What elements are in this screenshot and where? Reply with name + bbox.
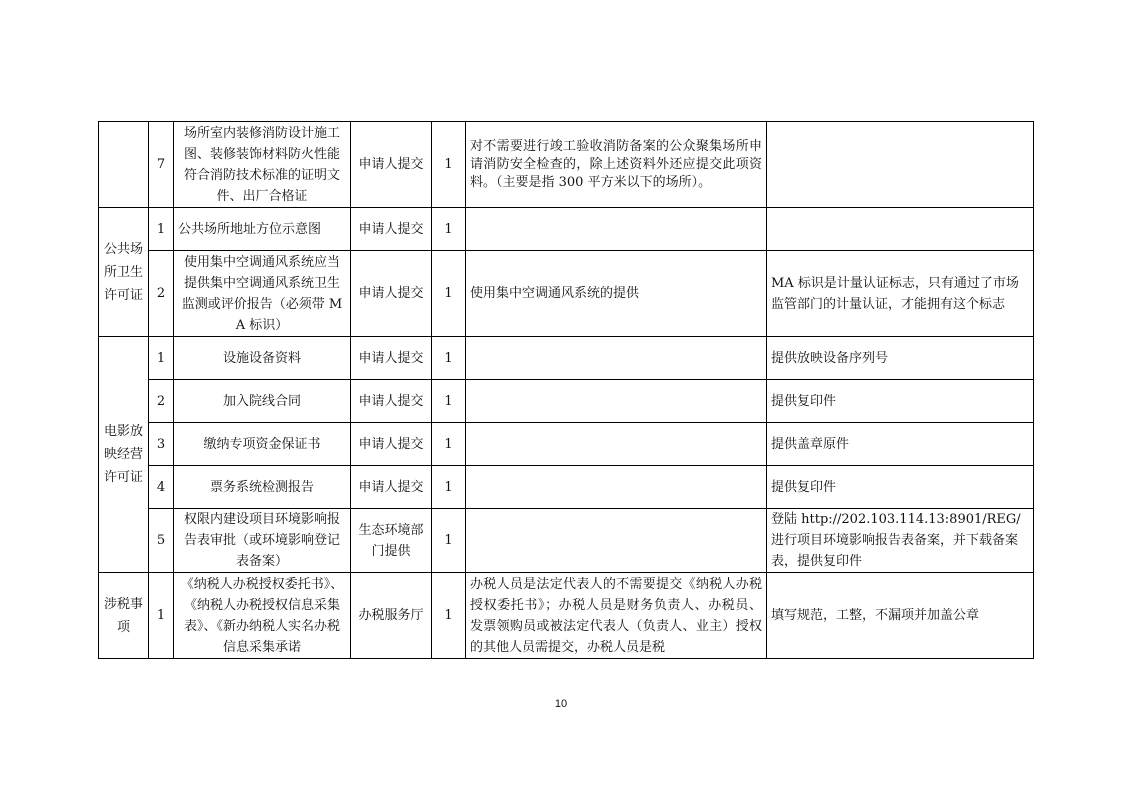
material-cell: 权限内建设项目环境影响报告表审批（或环境影响登记表备案）	[174, 509, 351, 573]
table-row	[99, 423, 1034, 466]
requirement-cell	[466, 423, 767, 466]
item-number: 3	[149, 423, 174, 466]
requirement-cell: 使用集中空调通风系统的提供	[466, 251, 767, 337]
copies-cell: 1	[432, 122, 466, 208]
requirement-cell	[466, 380, 767, 423]
material-cell	[174, 573, 351, 659]
note-cell: 提供复印件	[767, 380, 1034, 423]
note-cell: 填写规范，工整，不漏项并加盖公章	[767, 573, 1034, 659]
table-row	[99, 573, 1034, 659]
requirements-table	[98, 121, 1034, 659]
item-number: 4	[149, 466, 174, 509]
source-cell: 申请人提交	[351, 251, 432, 337]
material-cell: 票务系统检测报告	[174, 466, 351, 509]
item-number: 1	[149, 573, 174, 659]
note-cell: 提供放映设备序列号	[767, 337, 1034, 380]
copies-cell: 1	[432, 573, 466, 659]
copies-cell: 1	[432, 337, 466, 380]
note-cell: MA 标识是计量认证标志，只有通过了市场监管部门的计量认证，才能拥有这个标志	[767, 251, 1034, 337]
requirement-cell	[466, 466, 767, 509]
copies-cell: 1	[432, 423, 466, 466]
requirement-cell	[466, 509, 767, 573]
item-number: 5	[149, 509, 174, 573]
item-number: 1	[149, 208, 174, 251]
requirement-cell	[466, 573, 767, 659]
material-cell: 使用集中空调通风系统应当提供集中空调通风系统卫生监测或评价报告（必须带 MA 标识）	[174, 251, 351, 337]
copies-cell: 1	[432, 208, 466, 251]
requirement-text: 办税人员是法定代表人的不需要提交《纳税人办税授权委托书》；办税人员是财务负责人、办税员、发票领购员或被法定代表人（负责人、业主）授权的其他人员需提交，办税人员是税	[470, 576, 762, 655]
material-cell: 缴纳专项资金保证书	[174, 423, 351, 466]
material-cell: 公共场所地址方位示意图	[174, 208, 351, 251]
note-cell	[767, 122, 1034, 208]
material-cell: 设施设备资料	[174, 337, 351, 380]
table-row	[99, 466, 1034, 509]
table-row	[99, 337, 1034, 380]
source-cell: 办税服务厅	[351, 573, 432, 659]
category-cell: 公共场所卫生许可证	[99, 208, 149, 337]
source-cell: 申请人提交	[351, 122, 432, 208]
table-row	[99, 251, 1034, 337]
note-cell: 登陆 http://202.103.114.13:8901/REG/进行项目环境影响报告表备案，并下载备案表，提供复印件	[767, 509, 1034, 573]
table-row	[99, 208, 1034, 251]
table-row	[99, 380, 1034, 423]
item-number: 2	[149, 251, 174, 337]
source-cell: 申请人提交	[351, 380, 432, 423]
source-cell: 申请人提交	[351, 337, 432, 380]
category-cell	[99, 122, 149, 208]
table-row	[99, 509, 1034, 573]
requirement-cell	[466, 208, 767, 251]
material-text: 《纳税人办税授权委托书》、《纳税人办税授权信息采集表》、《新办纳税人实名办税信息采集承诺	[180, 576, 344, 655]
category-cell: 电影放映经营许可证	[99, 337, 149, 573]
requirement-cell	[466, 337, 767, 380]
note-cell: 提供盖章原件	[767, 423, 1034, 466]
source-cell: 申请人提交	[351, 423, 432, 466]
source-cell: 生态环境部门提供	[351, 509, 432, 573]
category-cell: 涉税事项	[99, 573, 149, 659]
copies-cell: 1	[432, 509, 466, 573]
material-cell: 场所室内装修消防设计施工图、装修装饰材料防火性能符合消防技术标准的证明文件、出厂合格证	[174, 122, 351, 208]
copies-cell: 1	[432, 466, 466, 509]
page-number: 10	[554, 698, 568, 710]
item-number: 2	[149, 380, 174, 423]
note-cell	[767, 208, 1034, 251]
item-number: 1	[149, 337, 174, 380]
source-cell: 申请人提交	[351, 466, 432, 509]
note-cell: 提供复印件	[767, 466, 1034, 509]
copies-cell: 1	[432, 380, 466, 423]
table-row	[99, 122, 1034, 208]
item-number: 7	[149, 122, 174, 208]
source-cell: 申请人提交	[351, 208, 432, 251]
requirement-cell: 对不需要进行竣工验收消防备案的公众聚集场所申请消防安全检查的，除上述资料外还应提交此项资料。（主要是指 300 平方米以下的场所）。	[466, 122, 767, 208]
material-cell: 加入院线合同	[174, 380, 351, 423]
copies-cell: 1	[432, 251, 466, 337]
